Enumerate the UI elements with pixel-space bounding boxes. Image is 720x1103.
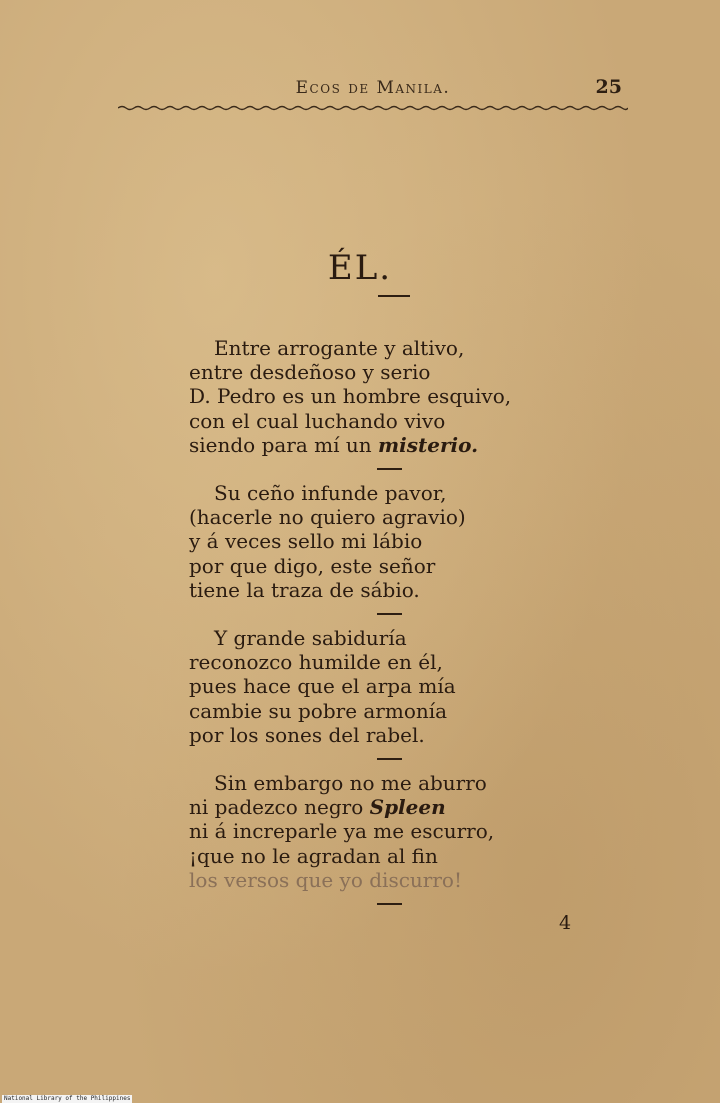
verse-line: por los sones del rabel. xyxy=(189,722,425,747)
verse-line: Entre arrogante y altivo, xyxy=(214,336,465,360)
verse-line: los versos que yo discurro! xyxy=(189,867,462,892)
stanza-1 xyxy=(189,336,589,457)
verse-text: siendo para mí un xyxy=(189,432,378,457)
running-head xyxy=(118,78,628,106)
emphasized-word: Spleen xyxy=(369,795,446,820)
stanza-3 xyxy=(189,626,589,747)
page-number: 25 xyxy=(595,76,622,98)
verse-line: ni á increparle ya me escurro, xyxy=(189,819,495,844)
running-title: Ecos de Manila. xyxy=(295,78,451,98)
verse-line: reconozco humilde en él, xyxy=(189,650,443,675)
verse-line: pues hace que el arpa mía xyxy=(189,674,456,699)
verse-line: entre desdeñoso y serio xyxy=(189,360,431,385)
verse-line: Su ceño infunde pavor, xyxy=(214,481,447,506)
verse-text: ni padezco negro xyxy=(189,795,370,820)
verse-line: y á veces sello mi lábio xyxy=(189,529,423,554)
verse-line xyxy=(189,433,589,457)
stanza-4 xyxy=(189,771,589,892)
poem-title: ÉL. xyxy=(327,248,393,288)
verse-line xyxy=(189,795,589,819)
stanza-separator xyxy=(189,602,589,626)
verse-line: cambie su pobre armonía xyxy=(189,698,448,723)
stanza-2 xyxy=(189,481,589,602)
title-rule xyxy=(378,295,410,297)
verse-line: (hacerle no quiero agravio) xyxy=(189,505,466,530)
stanza-separator xyxy=(189,747,589,771)
verse-line: con el cual luchando vivo xyxy=(189,408,446,433)
verse-line: D. Pedro es un hombre esquivo, xyxy=(189,384,512,409)
verse-line: ¡que no le agradan al fin xyxy=(189,843,438,868)
verse-line: Y grande sabiduría xyxy=(214,626,407,651)
header-rule xyxy=(118,104,628,112)
footer-credit: National Library of the Philippines xyxy=(4,1095,131,1102)
verse-line: Sin embargo no me aburro xyxy=(214,771,487,796)
verse-line: por que digo, este señor xyxy=(189,553,436,578)
poem-body xyxy=(189,336,589,916)
verse-line: tiene la traza de sábio. xyxy=(189,577,420,602)
signature-mark: 4 xyxy=(559,912,572,934)
stanza-separator xyxy=(189,892,589,916)
emphasized-word: misterio. xyxy=(377,432,479,457)
stanza-separator xyxy=(189,457,589,481)
